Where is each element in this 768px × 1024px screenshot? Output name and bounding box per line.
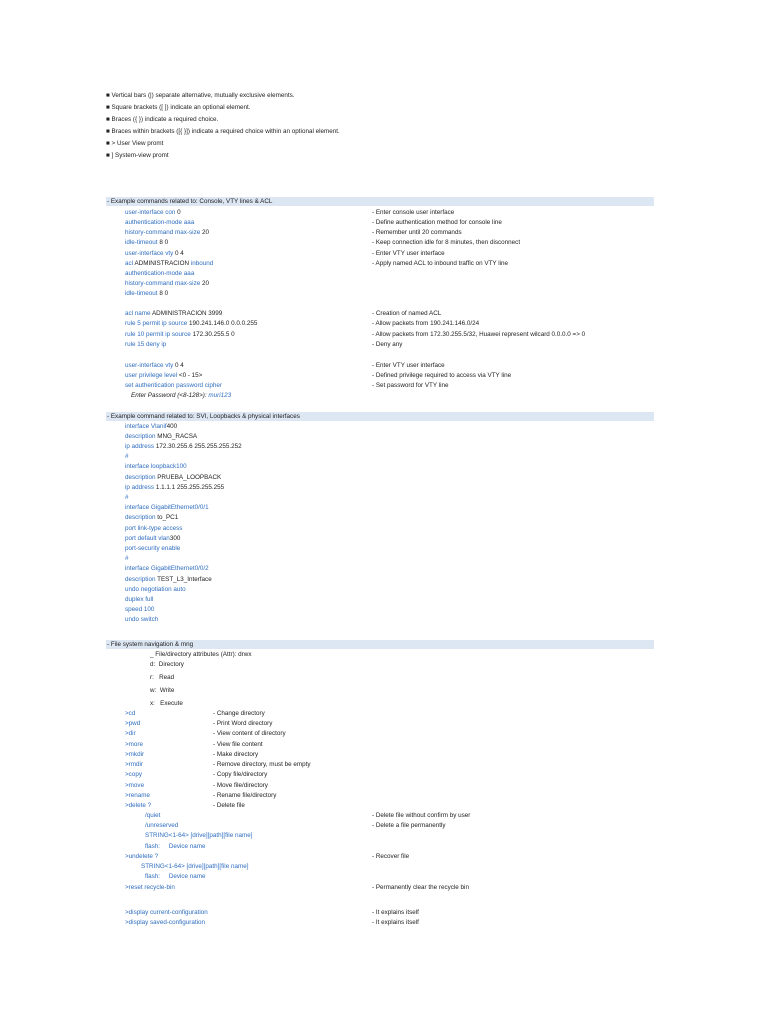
fs-cmd: >reset recycle-bin	[125, 884, 175, 891]
fs-cmd: >dir	[125, 730, 136, 737]
cmd-line: #	[125, 555, 129, 562]
section-header	[106, 197, 654, 206]
fs-cmd: >undelete ?	[125, 853, 159, 860]
cmd-line: description MNG_RACSA	[125, 433, 198, 440]
fs-desc: - Delete file	[213, 802, 245, 809]
cmd-line: set authentication password cipher	[125, 382, 222, 389]
cmd-line: interface loopback100	[125, 463, 187, 470]
comment: - Permanently clear the recycle bin	[372, 884, 469, 891]
fs-desc: - View content of directory	[213, 730, 286, 737]
comment: - Allow packets from 190.241.146.0/24	[372, 320, 480, 327]
comment: - Enter VTY user interface	[372, 362, 445, 369]
comment: - Enter VTY user interface	[372, 250, 445, 257]
cmd-line: acl ADMINISTRACION inbound	[125, 260, 214, 267]
cmd-line: undo switch	[125, 616, 159, 623]
cmd-line: user-interface con 0	[125, 209, 181, 216]
fs-desc: - View file content	[213, 741, 263, 748]
cmd-line: acl name ADMINISTRACION 3999	[125, 310, 223, 317]
cmd-line: port link-type access	[125, 525, 183, 532]
comment: - Apply named ACL to inbound traffic on VTY line	[372, 260, 509, 267]
attr-item: w: Write	[150, 687, 175, 694]
fs-desc: - Move file/directory	[213, 782, 268, 789]
comment: - Delete a file permanently	[372, 822, 446, 829]
comment: - Remember until 20 commands	[372, 229, 462, 236]
fs-cmd: >move	[125, 782, 145, 789]
delete-option: /quiet	[145, 812, 161, 819]
fs-desc: - Copy file/directory	[213, 771, 268, 778]
cmd-line: rule 5 permit ip source 190.241.146.0 0.0.0.255	[125, 320, 258, 327]
cmd-line: description TEST_L3_Interface	[125, 576, 212, 583]
fs-cmd: >display saved-configuration	[125, 919, 205, 926]
cmd-line: history-command max-size 20	[125, 229, 209, 236]
cmd-line: description to_PC1	[125, 514, 179, 521]
string-arg: STRING<1-64> [drive][path][file name]	[145, 832, 253, 839]
cmd-line: authentication-mode aaa	[125, 270, 195, 277]
fs-desc: - Change directory	[213, 710, 265, 717]
flash-line: flash: Device name	[145, 873, 206, 880]
cmd-line: rule 10 permit ip source 172.30.255.5 0	[125, 331, 235, 338]
fs-cmd: >more	[125, 741, 144, 748]
comment: - Deny any	[372, 341, 403, 348]
fs-desc: - Rename file/directory	[213, 792, 277, 799]
fs-desc: - Print Word directory	[213, 720, 273, 727]
cmd-line: interface GigabitEthernet0/0/2	[125, 565, 209, 572]
fs-desc: - Remove directory, must be empty	[213, 761, 311, 768]
cmd-line: port-security enable	[125, 545, 181, 552]
comment: - Delete file without confirm by user	[372, 812, 471, 819]
cmd-line: ip address 172.30.255.6 255.255.255.252	[125, 443, 242, 450]
comment: - Recover file	[372, 853, 410, 860]
legend-line: ■ > User View promt	[106, 140, 164, 147]
cmd-line: user-interface vty 0 4	[125, 362, 184, 369]
cmd-line: idle-timeout 8 0	[125, 290, 169, 297]
cmd-line: history-command max-size 20	[125, 280, 209, 287]
comment: - It explains itself	[372, 919, 419, 926]
fs-cmd: >rename	[125, 792, 151, 799]
cmd-line: description PRUEBA_LOOPBACK	[125, 474, 222, 481]
section-header	[106, 412, 654, 421]
cmd-line: rule 15 deny ip	[125, 341, 167, 348]
cmd-line: authentication-mode aaa	[125, 219, 195, 226]
comment: - Keep connection idle for 8 minutes, then disconnect	[372, 239, 521, 246]
cmd-line: interface GigabitEthernet0/0/1	[125, 504, 209, 511]
attr-item: r: Read	[150, 674, 175, 681]
fs-cmd: >copy	[125, 771, 142, 778]
cmd-line: #	[125, 453, 129, 460]
fs-cmd: >cd	[125, 710, 136, 717]
cmd-line: #	[125, 494, 129, 501]
section-header	[106, 640, 654, 649]
cmd-line: idle-timeout 8 0	[125, 239, 169, 246]
legend-line: ■ Vertical bars (|) separate alternative, mutually exclusive elements.	[106, 92, 295, 99]
section-title: - Example command related to: SVI, Loopbacks & physical interfaces	[107, 413, 300, 420]
cmd-line: user privilege level <0 - 15>	[125, 372, 203, 379]
fs-cmd: >mkdir	[125, 751, 145, 758]
password-prompt: Enter Password (<8-128>): muri123	[131, 392, 232, 399]
fs-desc: - Make directory	[213, 751, 259, 758]
attr-item: d: Directory	[150, 661, 184, 668]
comment: - Allow packets from 172.30.255.5/32, Huawei represent wilcard 0.0.0.0 => 0	[372, 331, 586, 338]
legend-line: ■ ] System-view promt	[106, 152, 169, 159]
comment: - It explains itself	[372, 909, 419, 916]
section-title: - File system navigation & mng	[107, 641, 194, 648]
cmd-line: interface Vlanif400	[125, 423, 178, 430]
comment: - Define authentication method for console line	[372, 219, 502, 226]
fs-cmd: >delete ?	[125, 802, 152, 809]
fs-cmd: >display current-configuration	[125, 909, 208, 916]
legend-line: ■ Square brackets ([ ]) indicate an optional element.	[106, 104, 251, 111]
delete-option: /unreserved	[145, 822, 179, 829]
fs-cmd: >rmdir	[125, 761, 144, 768]
attr-heading: _ File/directory attributes (Attr): drwx	[150, 651, 252, 658]
cmd-line: speed 100	[125, 606, 155, 613]
legend-line: ■ Braces within brackets ([{ }]) indicate a required choice within an optional element.	[106, 128, 340, 135]
comment: - Creation of named ACL	[372, 310, 442, 317]
comment: - Set password for VTY line	[372, 382, 449, 389]
comment: - Defined privilege required to access via VTY line	[372, 372, 512, 379]
attr-item: x: Execute	[150, 700, 183, 707]
cmd-line: ip address 1.1.1.1 255.255.255.255	[125, 484, 225, 491]
cmd-line: port default vlan300	[125, 535, 181, 542]
comment: - Enter console user interface	[372, 209, 455, 216]
section-title: - Example commands related to: Console, VTY lines & ACL	[107, 198, 273, 205]
cmd-line: duplex full	[125, 596, 154, 603]
legend-line: ■ Braces ({ }) indicate a required choice.	[106, 116, 219, 123]
cmd-line: user-interface vty 0 4	[125, 250, 184, 257]
flash-line: flash: Device name	[145, 843, 206, 850]
fs-cmd: >pwd	[125, 720, 141, 727]
cmd-line: undo negotiation auto	[125, 586, 186, 593]
string-arg: STRING<1-64> [drive][path][file name]	[141, 863, 249, 870]
